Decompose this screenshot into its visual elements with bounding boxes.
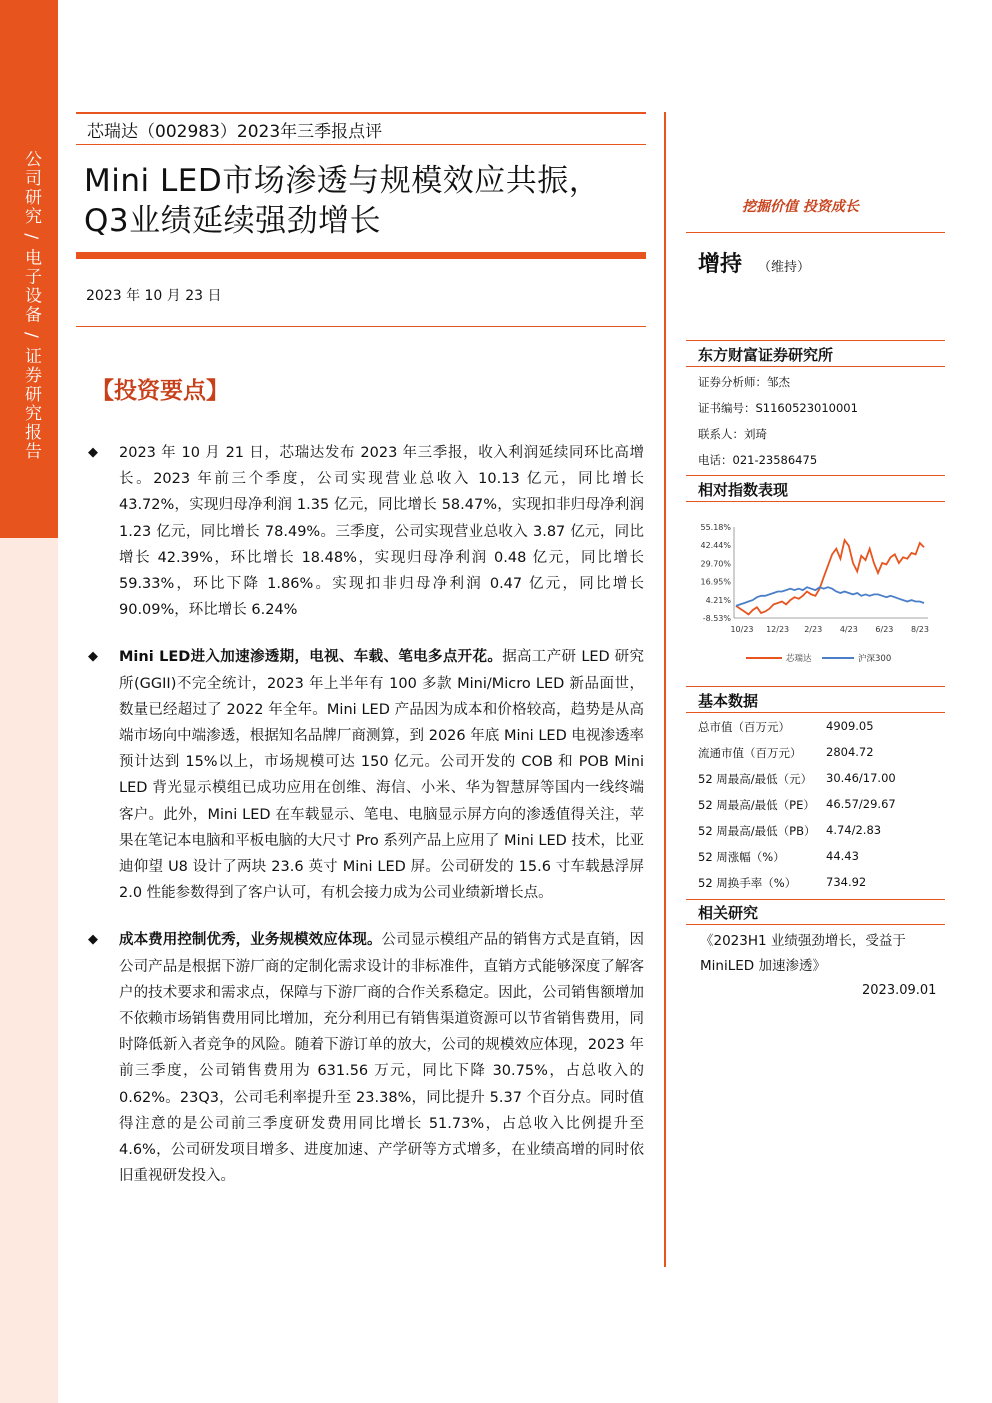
basic-data-label: 52 周最高/最低（元） <box>698 772 813 786</box>
right-rule <box>686 899 945 900</box>
related-report-link[interactable]: 《2023H1 业绩强劲增长，受益于 MiniLED 加速渗透》 <box>700 933 906 974</box>
basic-data-value: 4909.05 <box>826 719 874 733</box>
basic-data-value: 46.57/29.67 <box>826 797 896 811</box>
legend-label-index: 沪深300 <box>858 654 892 664</box>
basic-data-label: 52 周涨幅（%） <box>698 850 785 864</box>
key-point-lead: Mini LED进入加速渗透期，电视、车载、笔电多点开花。 <box>119 649 503 666</box>
x-tick-label: 10/23 <box>730 625 754 634</box>
basic-data-label: 流通市值（百万元） <box>698 746 802 760</box>
section-heading: 【投资要点】 <box>91 377 229 404</box>
basic-data-value: 2804.72 <box>826 745 874 759</box>
y-tick-label: 4.21% <box>705 595 731 605</box>
analyst: 证券分析师：邹杰 <box>698 375 790 389</box>
basic-data-value: 30.46/17.00 <box>826 771 896 785</box>
column-divider <box>664 112 666 1267</box>
related-heading: 相关研究 <box>698 904 759 922</box>
related-report-date: 2023.09.01 <box>862 983 937 998</box>
x-tick-label: 6/23 <box>875 625 894 634</box>
slogan: 挖掘价值 投资成长 <box>742 199 859 215</box>
diamond-bullet-icon: ◆ <box>88 649 98 665</box>
y-tick-label: -8.53% <box>702 614 731 623</box>
basic-data-heading: 基本数据 <box>698 692 759 710</box>
y-tick-label: 42.44% <box>700 541 731 551</box>
stock-series-line <box>736 540 924 614</box>
x-tick-label: 12/23 <box>766 625 790 634</box>
right-rule <box>686 712 945 713</box>
diamond-bullet-icon: ◆ <box>88 445 98 460</box>
y-tick-label: 16.95% <box>700 577 731 587</box>
report-date: 2023 年 10 月 23 日 <box>86 288 222 304</box>
key-point-lead: 成本费用控制优秀，业务规模效应体现。 <box>119 932 382 949</box>
report-type: 芯瑞达（002983）2023年三季报点评 <box>87 122 383 142</box>
date-rule <box>76 326 646 327</box>
right-rule <box>686 686 945 687</box>
index-series-line <box>736 587 924 606</box>
right-rule <box>686 340 945 341</box>
relative-performance-chart <box>690 515 942 675</box>
y-tick-label: 55.18% <box>700 523 731 532</box>
header-subrule <box>76 144 646 145</box>
institute-name: 东方财富证券研究所 <box>698 346 834 364</box>
title-underline <box>76 252 646 259</box>
key-point <box>88 440 644 623</box>
rating-note: （维持） <box>758 260 811 275</box>
x-tick-label: 2/23 <box>804 625 823 634</box>
x-tick-label: 4/23 <box>839 625 858 634</box>
basic-data-value: 734.92 <box>826 875 867 889</box>
key-point-text: 据高工产研 LED 研究所(GGII)不完全统计，2023 年上半年有 100 多款 Mini/Micro LED 新品面世，数量已经超过了 2022 年全年。Mini LED 产品因为成本和价格较高，趋势是从高端市场向中端渗透，根据知名品牌厂商测算，到 2026 年底 Mini LED 电视渗透率预计达到 15%以上，市场规模可达 150 亿元。公司开发的 COB 和 POB Mini LED 背光显示模组已成功应用在创维、海信、小米、华为智慧屏等国内一线终端客户。此外，Mini LED 在车载显示、笔电、电脑显示屏方向的渗透值得关注，苹果在笔记本电脑和平板电脑的大尺寸 Pro 系列产品上应用了 Mini LED 技术，比亚迪仰望 U8 设计了两块 23.6 英寸 Mini LED 屏。公司研发的 15.6 寸车载悬浮屏 2.0 性能参数得到了客户认可，有机会接力成为公司业绩新增长点。 <box>119 649 645 902</box>
report-title: Mini LED市场渗透与规模效应共振，Q3业绩延续强劲增长 <box>84 163 601 239</box>
cert-number: 证书编号：S1160523010001 <box>698 401 858 415</box>
x-tick-label: 8/23 <box>911 625 929 634</box>
key-point <box>88 927 644 1189</box>
basic-data-label: 52 周换手率（%） <box>698 876 797 890</box>
basic-data-value: 44.43 <box>826 849 859 863</box>
key-points <box>88 440 644 1189</box>
y-tick-label: 29.70% <box>700 559 731 569</box>
key-point <box>88 644 644 906</box>
right-rule <box>686 924 945 925</box>
phone: 电话：021-23586475 <box>698 453 818 467</box>
basic-data-label: 52 周最高/最低（PB） <box>698 824 816 838</box>
diamond-bullet-icon: ◆ <box>88 932 98 948</box>
right-rule <box>686 232 945 233</box>
legend-label-stock: 芯瑞达 <box>786 654 812 664</box>
basic-data-label: 总市值（百万元） <box>698 720 790 734</box>
perf-heading: 相对指数表现 <box>698 481 789 499</box>
key-point-text: 公司显示模组产品的销售方式是直销，因公司产品是根据下游厂商的定制化需求设计的非标准件，直销方式能够深度了解客户的技术要求和需求点，保障与下游厂商的合作关系稳定。因此，公司销售额增加不依赖市场销售费用同比增加，充分利用已有销售渠道资源可以节省销售费用，同时降低新入者竞争的风险。随着下游订单的放大，公司的规模效应体现，2023 年前三季度，公司销售费用为 631.56 万元，同比下降 30.75%，占总收入的 0.62%。23Q3，公司毛利率提升至 23.38%，同比提升 5.37 个百分点。同时值得注意的是公司前三季度研发费用同比增长 51.73%，占总收入比例提升至 4.6%，公司研发项目增多、进度加速、产学研等方式增多，在业绩高增的同时依旧重视研发投入。 <box>119 932 645 1185</box>
key-point-text: 2023 年 10 月 21 日，芯瑞达发布 2023 年三季报，收入利润延续同环比高增长。2023 年前三个季度，公司实现营业总收入 10.13 亿元，同比增长 43.72%，实现归母净利润 1.35 亿元，同比增长 58.47%，实现扣非归母净利润 1.23 亿元，同比增长 78.49%。三季度，公司实现营业总收入 3.87 亿元，同比增长 42.39%，环比增长 18.48%，实现归母净利润 0.48 亿元，同比增长 59.33%，环比下降 1.86%。实现扣非归母净利润 0.47 亿元，同比增长 90.09%，环比增长 6.24% <box>119 445 644 619</box>
basic-data-value: 4.74/2.83 <box>826 823 882 837</box>
report-category: 公司研究 / 电子设备 / 证券研究报告 <box>21 150 41 462</box>
right-rule <box>686 475 945 476</box>
right-rule <box>686 501 945 502</box>
right-rule <box>686 366 945 367</box>
basic-data-label: 52 周最高/最低（PE） <box>698 798 815 812</box>
rating: 增持 <box>698 252 743 277</box>
header-rule <box>76 112 646 114</box>
contact: 联系人：刘琦 <box>698 427 767 441</box>
